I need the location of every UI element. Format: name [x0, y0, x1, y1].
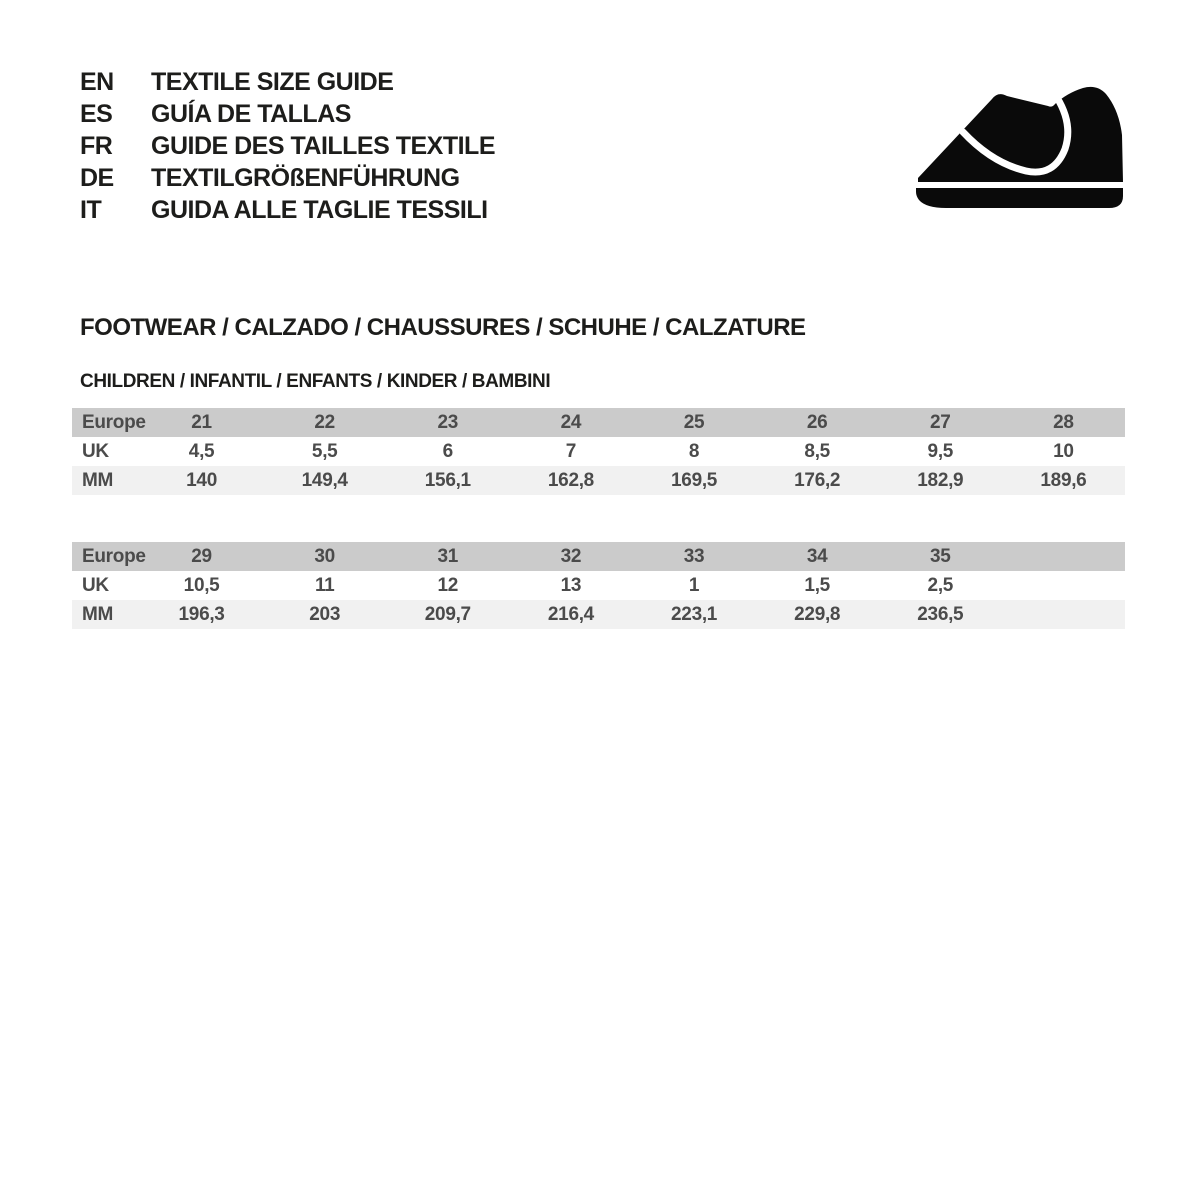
table-row-uk — [72, 571, 1125, 600]
size-cell: 21 — [191, 411, 212, 433]
row-label: Europe — [82, 411, 146, 433]
size-cell: 10 — [1053, 440, 1074, 462]
size-cell: 5,5 — [311, 440, 338, 462]
size-cell: 209,7 — [424, 603, 471, 625]
size-cell: 216,4 — [547, 603, 594, 625]
children-shoe-icon — [916, 85, 1124, 210]
size-cell: 229,8 — [794, 603, 841, 625]
size-cell: 7 — [565, 440, 577, 462]
size-cell: 33 — [683, 545, 705, 567]
size-cell: 156,1 — [424, 469, 471, 491]
size-cell: 25 — [683, 411, 705, 433]
language-title: TEXTILE SIZE GUIDE — [151, 68, 394, 96]
size-cell: 13 — [560, 574, 582, 596]
section-title: FOOTWEAR / CALZADO / CHAUSSURES / SCHUHE / CALZATURE — [80, 314, 806, 341]
size-cell: 11 — [314, 574, 335, 596]
size-cell: 26 — [806, 411, 828, 433]
size-cell: 196,3 — [178, 603, 225, 625]
size-cell: 236,5 — [917, 603, 964, 625]
language-code: DE — [80, 164, 114, 192]
size-cell: 31 — [437, 545, 459, 567]
table-row-europe — [72, 542, 1125, 571]
size-table-21-28 — [72, 408, 1125, 495]
size-cell: 182,9 — [917, 469, 964, 491]
size-cell: 32 — [560, 545, 582, 567]
table-row-europe — [72, 408, 1125, 437]
size-cell: 149,4 — [301, 469, 348, 491]
size-cell: 223,1 — [671, 603, 718, 625]
size-cell: 1 — [688, 574, 700, 596]
table-row-uk — [72, 437, 1125, 466]
size-cell: 34 — [806, 545, 828, 567]
size-cell: 12 — [437, 574, 459, 596]
size-cell: 9,5 — [927, 440, 954, 462]
size-cell: 203 — [309, 603, 341, 625]
language-row-fr — [80, 130, 495, 162]
language-legend — [80, 66, 495, 226]
size-cell: 1,5 — [804, 574, 830, 596]
size-cell: 176,2 — [794, 469, 841, 491]
row-label: UK — [82, 574, 109, 596]
language-code: EN — [80, 68, 114, 96]
size-cell: 169,5 — [671, 469, 718, 491]
size-cell: 140 — [186, 469, 217, 491]
language-code: IT — [80, 196, 102, 224]
language-code: ES — [80, 100, 113, 128]
row-label: MM — [82, 603, 114, 625]
size-cell: 27 — [930, 411, 951, 433]
size-cell: 8,5 — [804, 440, 830, 462]
size-cell: 30 — [314, 545, 335, 567]
row-label: Europe — [82, 545, 146, 567]
language-title: GUÍA DE TALLAS — [151, 100, 351, 128]
table-row-mm — [72, 466, 1125, 495]
size-cell: 35 — [930, 545, 951, 567]
language-title: GUIDE DES TAILLES TEXTILE — [151, 132, 496, 160]
size-cell: 10,5 — [183, 574, 220, 596]
section-subtitle: CHILDREN / INFANTIL / ENFANTS / KINDER / BAMBINI — [80, 371, 551, 392]
size-cell: 2,5 — [927, 574, 954, 596]
language-title: TEXTILGRÖßENFÜHRUNG — [151, 164, 460, 192]
size-cell: 4,5 — [188, 440, 215, 462]
language-code: FR — [80, 132, 113, 160]
size-cell: 23 — [437, 411, 459, 433]
size-table-29-35 — [72, 542, 1125, 629]
language-row-es — [80, 98, 495, 130]
table-row-mm — [72, 600, 1125, 629]
size-cell: 6 — [442, 440, 453, 462]
language-row-en — [80, 66, 495, 98]
size-cell: 8 — [688, 440, 700, 462]
size-cell: 162,8 — [547, 469, 594, 491]
language-row-it — [80, 194, 495, 226]
language-row-de — [80, 162, 495, 194]
size-cell: 22 — [314, 411, 335, 433]
language-title: GUIDA ALLE TAGLIE TESSILI — [151, 196, 488, 224]
size-cell: 28 — [1053, 411, 1074, 433]
size-cell: 189,6 — [1040, 469, 1087, 491]
size-cell: 24 — [560, 411, 582, 433]
row-label: UK — [82, 440, 109, 462]
size-cell: 29 — [191, 545, 212, 567]
row-label: MM — [82, 469, 114, 491]
